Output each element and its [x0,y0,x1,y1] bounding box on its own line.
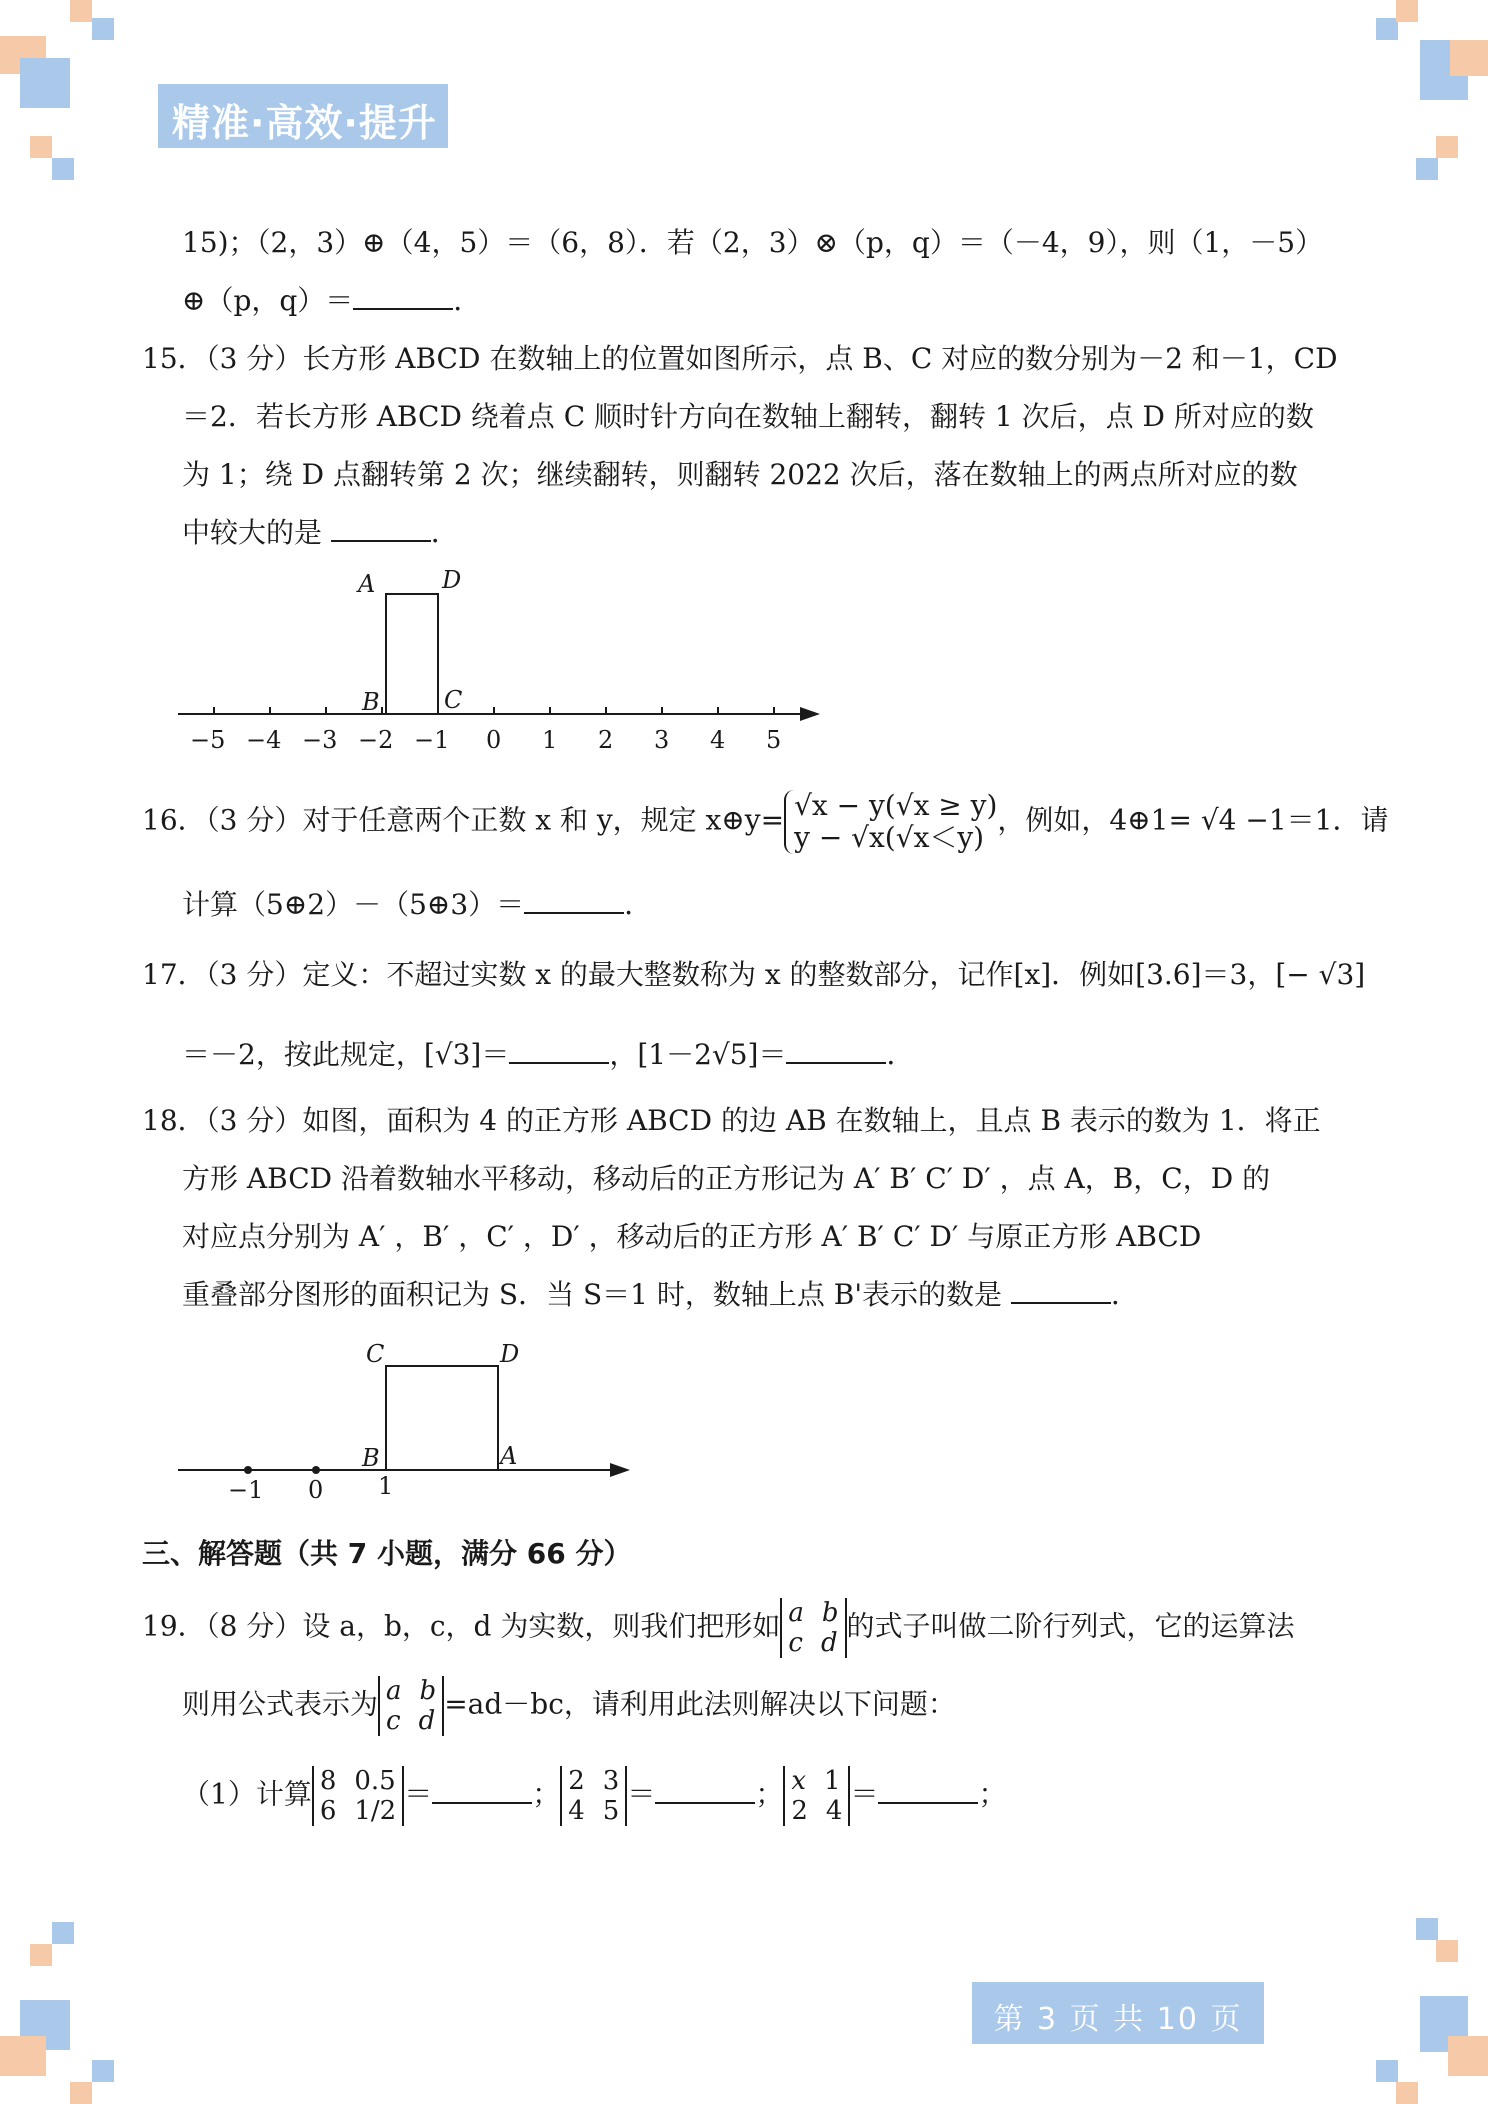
q19-line1-text: 19．（8 分）设 a，b，c，d 为实数，则我们把形如 [142,1609,781,1643]
answer-blank [786,1038,886,1064]
page-indicator-text: 第 3 页 共 10 页 [993,2002,1243,2037]
q15-line3: 为 1；绕 D 点翻转第 2 次；继续翻转，则翻转 2022 次后，落在数轴上的两点所对应的数 [182,458,1298,491]
rectangle-abcd [386,594,438,714]
det-cell: 1/2 [354,1796,397,1826]
q16-line2-end: ． [624,888,653,921]
tick-label: 4 [710,726,726,754]
case-1: √x − y(√x ≥ y) [794,789,998,822]
det-cell: 4 [825,1796,843,1826]
q18-number-line-figure [170,1334,640,1504]
corner-decoration [1376,18,1398,40]
det-cell: d [418,1706,436,1736]
point-label-a: A [358,570,376,598]
corner-decoration [30,136,52,158]
answer-blank [353,284,453,310]
q14-line2-end: ． [453,284,482,317]
q15-line1: 15．（3 分）长方形 ABCD 在数轴上的位置如图所示，点 B、C 对应的数分别为－2 和－1，CD [142,342,1338,375]
tick-label: 1 [378,1472,394,1500]
q16-line1 [142,790,1388,854]
det-cell: d [820,1628,838,1658]
tick-label: −4 [246,726,282,754]
determinant-generic [378,1676,444,1736]
det-cell: a [788,1598,804,1628]
q14-line2 [182,282,481,320]
q17-line1: 17．（3 分）定义：不超过实数 x 的最大整数称为 x 的整数部分，记作[x]．例如[3.6]＝3，[− √3] [142,958,1366,991]
square-abcd [386,1366,498,1470]
det-cell: 4 [568,1796,585,1826]
corner-decoration [30,1944,52,1966]
point-label-b: B [362,1444,380,1472]
tick-label: −1 [228,1476,264,1504]
q18-line3: 对应点分别为 A′ ，B′ ，C′ ，D′ ，移动后的正方形 A′ B′ C′ D′ 与原正方形 ABCD [182,1220,1202,1253]
point-label-d: D [442,566,462,594]
header-banner [158,84,448,148]
q18-line4-end: ． [1110,1278,1139,1311]
q14-line2-text: ⊕（p，q）＝ [182,284,354,317]
corner-decoration [1448,2036,1488,2076]
tick-label: 3 [654,726,670,754]
tick-label: 1 [542,726,558,754]
corner-decoration [1436,1940,1458,1962]
tick-label: 0 [308,1476,324,1504]
answer-blank [1011,1278,1111,1304]
header-banner-text: 精准·高效·提升 [172,101,437,145]
det-cell: c [788,1628,803,1658]
det-cell: 2 [791,1796,808,1826]
equals-sign: ＝ [850,1777,879,1811]
det-cell: 3 [602,1766,620,1796]
corner-decoration [70,0,92,22]
q15-line2: ＝2．若长方形 ABCD 绕着点 C 顺时针方向在数轴上翻转，翻转 1 次后，点 D 所对应的数 [182,400,1314,433]
tick-label: 5 [766,726,782,754]
case-2: y − √x(√x＜y) [794,821,985,854]
det-cell: x [791,1766,807,1796]
q19-line2-end: =ad－bc，请利用此法则解决以下问题： [444,1687,956,1721]
q19-line1 [142,1598,1295,1658]
page-indicator [972,1982,1264,2044]
tick-label: 0 [486,726,502,754]
det-cell: 5 [602,1796,620,1826]
separator: ； [755,1777,784,1811]
answer-blank [655,1778,755,1804]
section-heading: 三、解答题（共 7 小题，满分 66 分） [142,1537,632,1570]
point-label-c: C [444,686,463,714]
separator: ； [978,1777,1007,1811]
point-minus-one [244,1466,252,1474]
separator: ； [532,1777,561,1811]
det-cell: b [821,1598,839,1628]
equals-sign: ＝ [404,1777,433,1811]
det-cell: 6 [319,1796,337,1826]
arrow-head [610,1463,630,1477]
tick-label: −5 [190,726,226,754]
corner-decoration [1416,1918,1438,1940]
corner-decoration [20,58,70,108]
corner-decoration [1450,40,1488,76]
q17-text-a: ＝－2，按此规定，[√3]＝ [182,1038,510,1071]
determinant-2 [560,1766,627,1826]
q15-line4 [182,514,459,552]
corner-decoration [1376,2060,1398,2082]
corner-decoration [1436,136,1458,158]
tick-label: −2 [358,726,394,754]
q15-line4-text: 中较大的是 [182,516,331,549]
corner-decoration [1416,158,1438,180]
q18-line1: 18．（3 分）如图，面积为 4 的正方形 ABCD 的边 AB 在数轴上，且点 B 表示的数为 1．将正 [142,1104,1321,1137]
piecewise-definition [784,790,997,854]
corner-decoration [0,2036,46,2076]
q16-line2-text: 计算（5⊕2）－（5⊕3）＝ [182,888,525,921]
answer-blank [509,1038,609,1064]
q19-line2 [182,1676,956,1736]
q17-line2 [182,1036,914,1074]
q14-line1: 15)；（2，3）⊕（4，5）＝（6，8）．若（2，3）⊗（p，q）＝（－4，9），则（1，－5） [182,226,1324,259]
q18-line2: 方形 ABCD 沿着数轴水平移动，移动后的正方形记为 A′ B′ C′ D′ ，点 A，B，C，D 的 [182,1162,1271,1195]
corner-decoration [92,18,114,40]
tick-label: −3 [302,726,338,754]
determinant-generic [780,1598,846,1658]
part1-label: （1）计算 [182,1777,312,1811]
q19-part1 [182,1766,1007,1826]
det-cell: a [386,1676,402,1706]
answer-blank [331,516,431,542]
answer-blank [432,1778,532,1804]
point-label-c: C [366,1340,385,1368]
corner-decoration [1396,2082,1418,2104]
point-label-b: B [362,688,380,716]
q15-line4-end: ． [430,516,459,549]
point-label-a: A [500,1442,518,1470]
det-cell: 8 [319,1766,337,1796]
tick-label: 2 [598,726,614,754]
arrow-head [800,707,820,721]
answer-blank [524,888,624,914]
det-cell: 2 [568,1766,585,1796]
corner-decoration [52,158,74,180]
det-cell: c [386,1706,401,1736]
det-cell: b [419,1676,437,1706]
q17-text-c: ． [886,1038,915,1071]
q19-line2-text: 则用公式表示为 [182,1687,379,1721]
determinant-1 [312,1766,404,1826]
corner-decoration [70,2082,92,2104]
point-zero [312,1466,320,1474]
q16-example: ，例如，4⊕1= √4 −1＝1．请 [997,803,1389,837]
q16-line2 [182,886,652,924]
determinant-3 [783,1766,850,1826]
corner-decoration [92,2060,114,2082]
q17-text-b: ，[1－2√5]＝ [609,1038,787,1071]
answer-blank [878,1778,978,1804]
q16-text: 16．（3 分）对于任意两个正数 x 和 y，规定 x⊕y= [142,803,785,837]
tick-marks [214,707,774,714]
corner-decoration [52,1922,74,1944]
det-cell: 1 [824,1766,841,1796]
q15-number-line-figure [170,564,830,764]
q19-line1-end: 的式子叫做二阶行列式，它的运算法 [846,1609,1295,1643]
det-cell: 0.5 [354,1766,396,1796]
point-label-d: D [500,1340,520,1368]
tick-label: −1 [414,726,450,754]
corner-decoration [1396,0,1418,22]
q18-line4-text: 重叠部分图形的面积记为 S．当 S＝1 时，数轴上点 B'表示的数是 [182,1278,1011,1311]
q18-line4 [182,1276,1139,1314]
equals-sign: ＝ [627,1777,656,1811]
